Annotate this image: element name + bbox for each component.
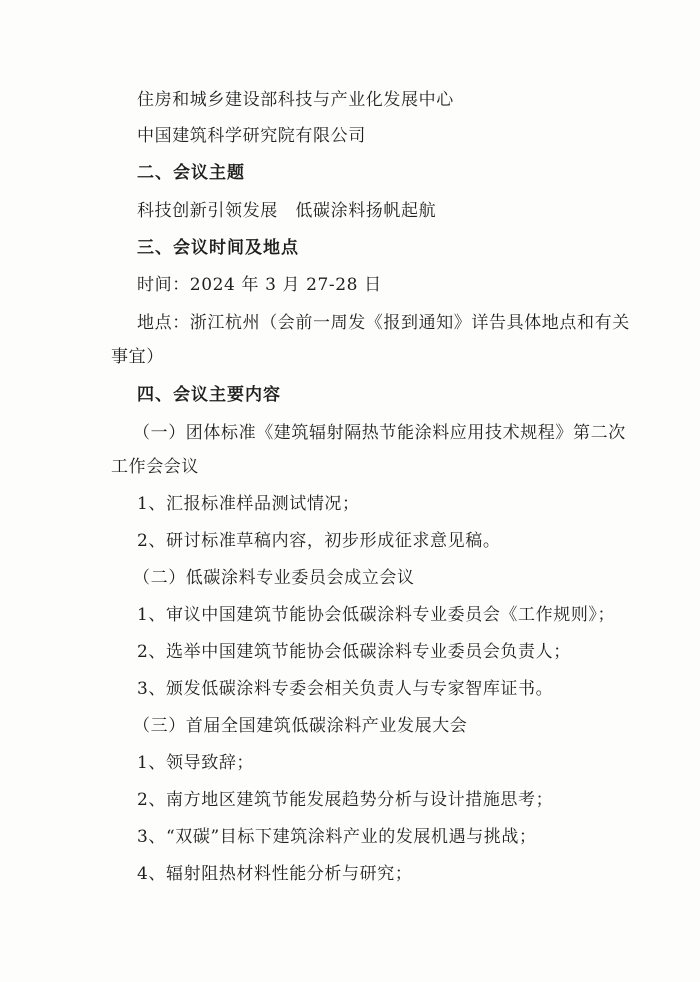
list-item: 3、颁发低碳涂料专委会相关负责人与专家智库证书。	[137, 679, 554, 699]
list-item: 2、南方地区建筑节能发展趋势分析与设计措施思考；	[137, 790, 554, 810]
meeting-place-continued: 事宜）	[111, 347, 164, 367]
list-item: 4、辐射阻热材料性能分析与研究；	[137, 864, 413, 884]
subsection-industry-conference: （三）首届全国建筑低碳涂料产业发展大会	[133, 716, 468, 736]
meeting-place: 地点：浙江杭州（会前一周发《报到通知》详告具体地点和有关	[137, 313, 630, 333]
section-heading-time-place: 三、会议时间及地点	[137, 238, 299, 258]
subsection-committee-meeting: （二）低碳涂料专业委员会成立会议	[133, 568, 415, 588]
list-item: 1、汇报标准样品测试情况；	[137, 494, 360, 514]
subsection-standard-meeting: （一）团体标准《建筑辐射隔热节能涂料应用技术规程》第二次	[133, 423, 626, 443]
list-item: 2、研讨标准草稿内容，初步形成征求意见稿。	[137, 531, 501, 551]
subsection-standard-meeting-continued: 工作会会议	[111, 457, 199, 477]
list-item: 2、选举中国建筑节能协会低碳涂料专业委员会负责人；	[137, 642, 571, 662]
list-item: 1、审议中国建筑节能协会低碳涂料专业委员会《工作规则》；	[137, 605, 616, 625]
meeting-time: 时间：2024 年 3 月 27-28 日	[137, 275, 382, 295]
organizer-line-1: 住房和城乡建设部科技与产业化发展中心	[137, 90, 454, 110]
list-item: 1、领导致辞；	[137, 753, 255, 773]
list-item: 3、“双碳”目标下建筑涂料产业的发展机遇与挑战；	[137, 827, 537, 847]
organizer-line-2: 中国建筑科学研究院有限公司	[137, 126, 366, 146]
theme-text: 科技创新引领发展 低碳涂料扬帆起航	[137, 201, 437, 221]
section-heading-theme: 二、会议主题	[137, 163, 245, 183]
section-heading-content: 四、会议主要内容	[137, 385, 281, 405]
